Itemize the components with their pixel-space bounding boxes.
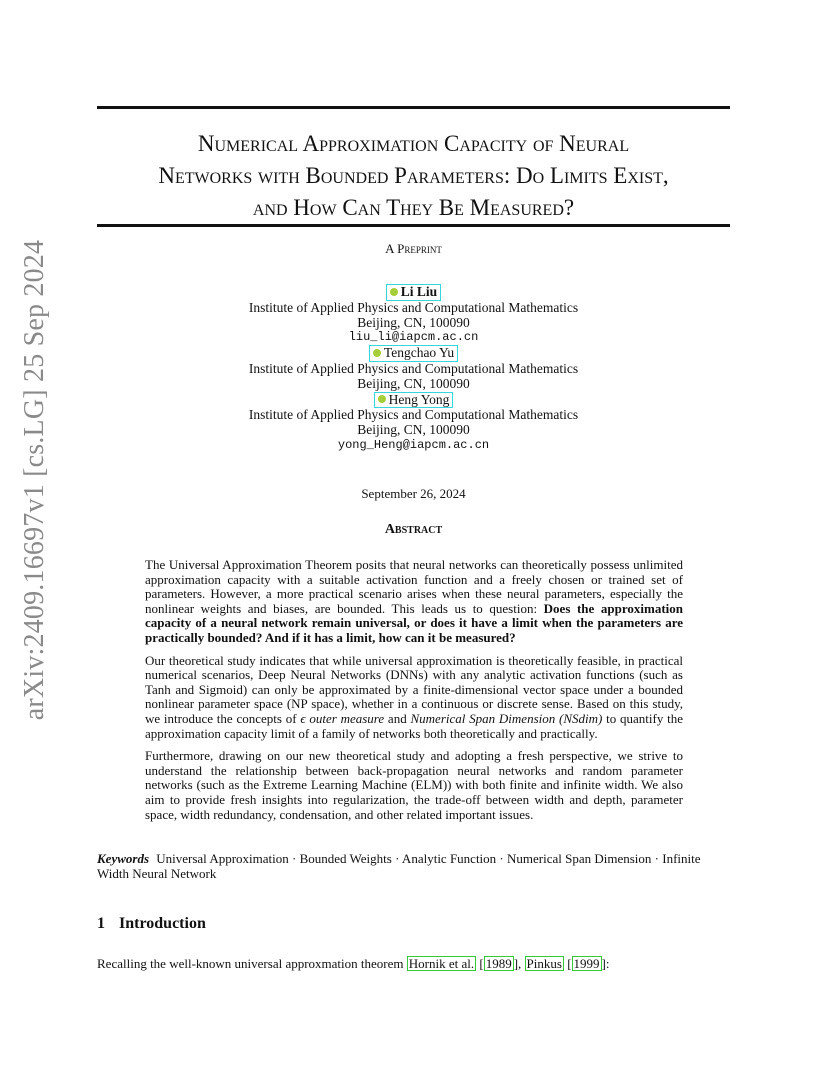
abstract-term: Numerical Span Dimension (NSdim) [410, 710, 603, 726]
author-name: Heng Yong [388, 391, 450, 407]
author-name: Li Liu [400, 284, 438, 299]
abstract-term: ϵ outer measure [300, 710, 385, 726]
author-row [97, 345, 730, 362]
arxiv-identifier-stamp: arXiv:2409.16697v1 [cs.LG] 25 Sep 2024 [19, 239, 50, 721]
abstract-paragraph: Furthermore, drawing on our new theoretical study and adopting a fresh perspective, we strive to understand the relationship between back-propagation neural networks and random parameter networks (such as the Extreme Learning Machine (ELM)) with both finite and infinite width. We also aim to provide fresh insights into regularization, the trade-off between width and depth, parameter space, width redundancy, condensation, and other related important issues. [145, 748, 683, 822]
title-line: Networks with Bounded Parameters: Do Limits Exist, [158, 163, 669, 188]
citation-link[interactable]: Pinkus [526, 956, 562, 971]
author-address: Beijing, CN, 100090 [357, 422, 470, 438]
abstract-text: and [387, 710, 407, 726]
abstract-body [145, 558, 683, 830]
author-address: Beijing, CN, 100090 [357, 375, 470, 391]
keywords-block [97, 852, 730, 882]
paper-title [97, 128, 730, 224]
citation-link[interactable]: 1989 [485, 956, 512, 971]
publication-date: September 26, 2024 [361, 486, 466, 501]
section-title: Introduction [119, 915, 206, 932]
abstract-text: The Universal Approximation Theorem posits that neural networks can theoretically possess unlimited approximation capacity with a suitable activation function and a freely chosen or trained set of parameters. However, a more practical scenario arises when these neural parameters, especially the nonlinear weights and biases, are bounded. This leads us to question: [145, 557, 683, 616]
author-link[interactable] [369, 345, 458, 362]
citation-link[interactable]: Hornik et al. [408, 956, 475, 971]
abstract-paragraph [145, 558, 683, 646]
abstract-heading: Abstract [384, 522, 443, 537]
title-line: Numerical Approximation Capacity of Neural [197, 131, 630, 156]
abstract-paragraph [145, 654, 683, 742]
author-list [97, 284, 730, 453]
section-number: 1 [97, 915, 105, 932]
title-bottom-rule [97, 224, 730, 227]
abstract-text: to quantify the approximation capacity limit of a family of networks both theoretically and practically. [145, 710, 684, 741]
abstract-text: Our theoretical study indicates that while universal approximation is theoretically feasible, in practical numerical scenarios, Deep Neural Networks (DNNs) with any analytic activation functions (such as Tanh and Sigmoid) can only be approximated by a finite-dimensional vector space under a bounded nonlinear parameter space (NP space), whether in a continuous or discrete sense. Based on this study, we introduce the concepts of [145, 652, 683, 726]
section-heading [97, 915, 206, 933]
orcid-icon[interactable] [390, 288, 398, 296]
author-affiliation: Institute of Applied Physics and Computational Mathematics [248, 360, 579, 376]
keywords-label: Keywords [97, 851, 149, 866]
orcid-icon[interactable] [373, 349, 381, 357]
author-email[interactable]: liu_li@iapcm.ac.cn [348, 330, 479, 345]
author-row [97, 392, 730, 409]
intro-paragraph: Recalling the well-known universal approxmation theorem Hornik et al. [ 1989 ], Pinkus [ 1999 ]: [97, 956, 610, 971]
author-address: Beijing, CN, 100090 [357, 314, 470, 330]
title-line: and How Can They Be Measured? [252, 195, 575, 220]
preprint-label: A Preprint [385, 241, 442, 256]
title-top-rule [97, 106, 730, 109]
author-name: Tengchao Yu [383, 345, 455, 361]
orcid-icon[interactable] [378, 395, 386, 403]
keywords-list: Universal Approximation · Bounded Weights · Analytic Function · Numerical Span Dimension · Infinite Width Neural Network [97, 851, 701, 881]
author-row [97, 284, 730, 301]
author-link[interactable] [386, 284, 441, 301]
abstract-question: Does the approximation capacity of a neural network remain universal, or does it have a limit when the parameters are practically bounded? And if it has a limit, how can it be measured? [145, 600, 683, 645]
author-email[interactable]: yong_Heng@iapcm.ac.cn [337, 437, 490, 452]
author-affiliation: Institute of Applied Physics and Computational Mathematics [248, 299, 579, 315]
author-affiliation: Institute of Applied Physics and Computational Mathematics [248, 407, 579, 423]
author-link[interactable] [374, 392, 454, 409]
citation-link[interactable]: 1999 [573, 956, 600, 971]
intro-text: Recalling the well-known universal approxmation theorem [97, 956, 404, 971]
